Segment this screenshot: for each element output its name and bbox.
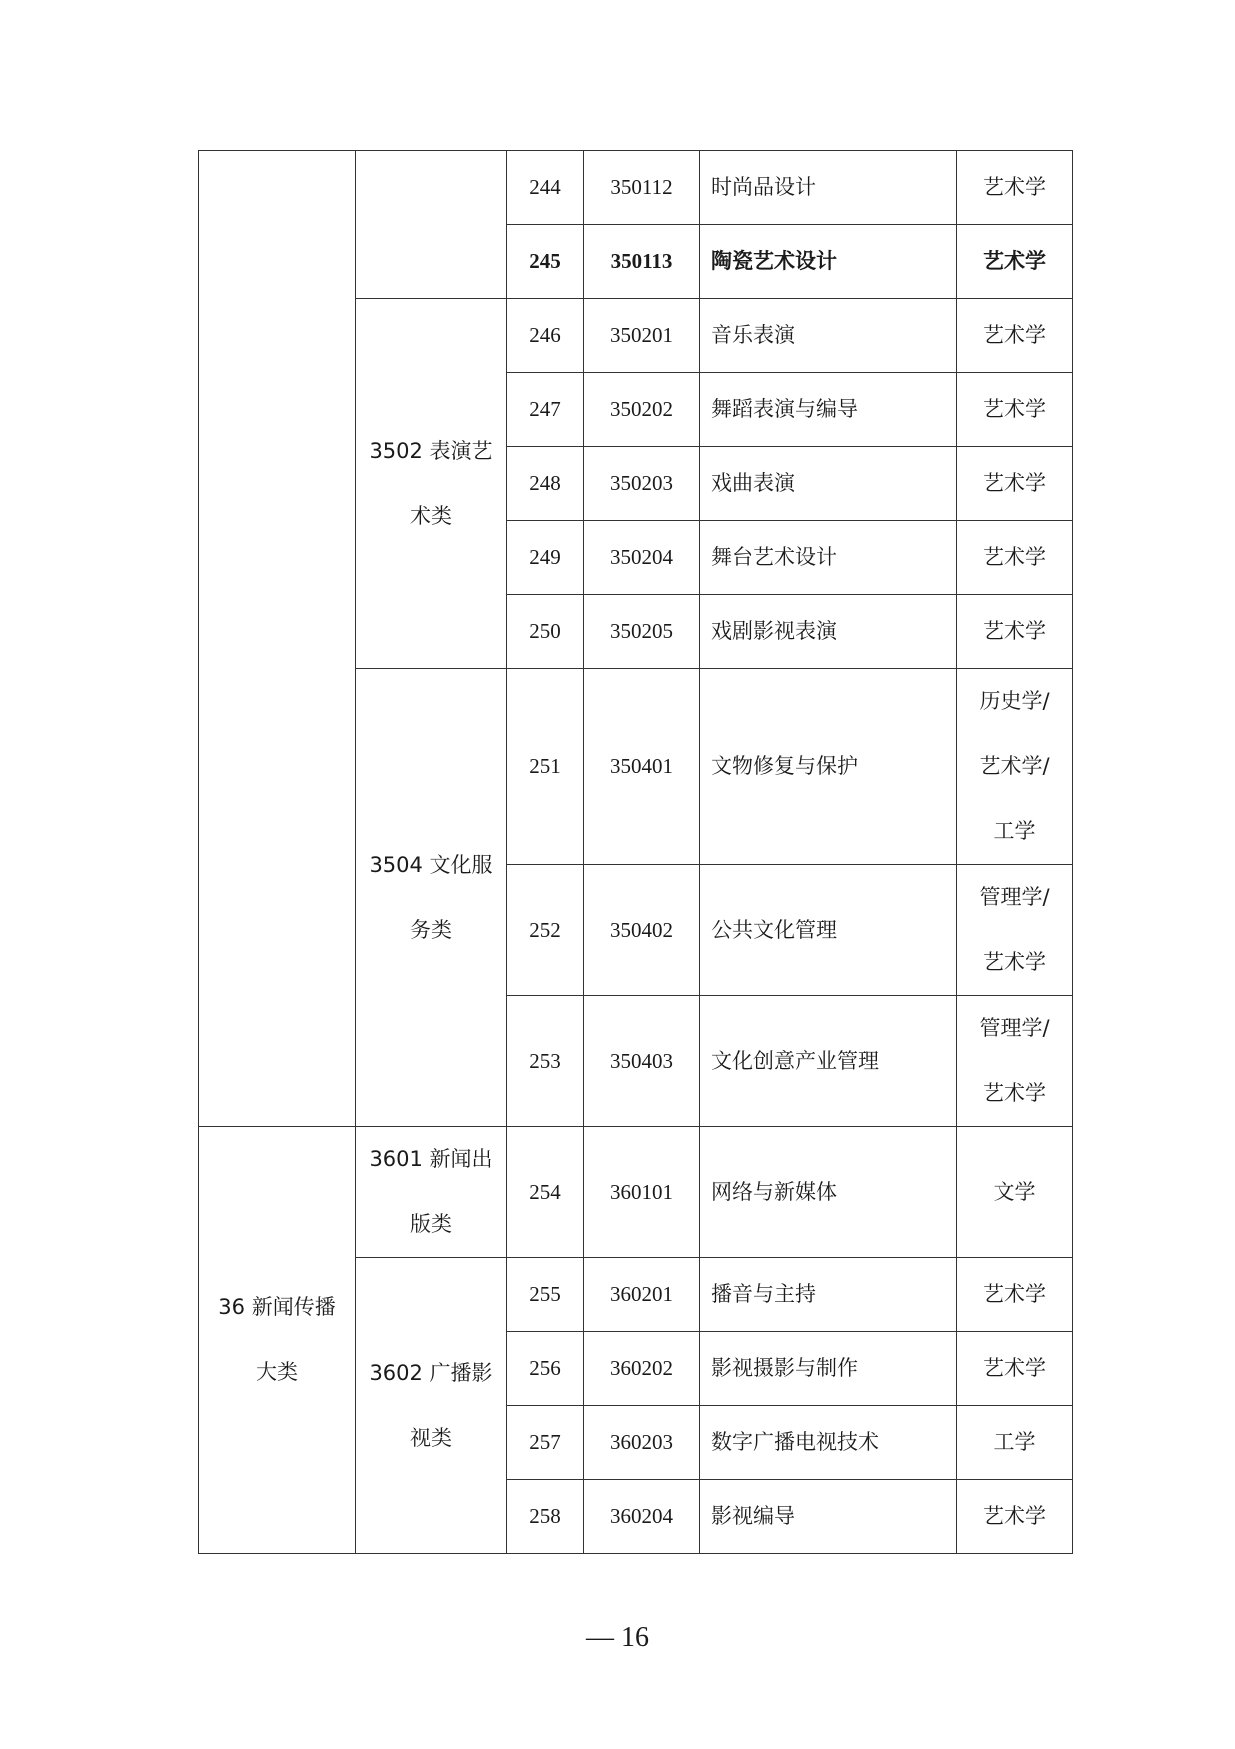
page-number: — 16 bbox=[586, 1622, 649, 1653]
degree-category: 艺术学 bbox=[957, 151, 1073, 225]
major-name: 数字广播电视技术 bbox=[700, 1406, 957, 1480]
row-number: 247 bbox=[507, 373, 584, 447]
major-name: 文物修复与保护 bbox=[700, 669, 957, 865]
degree-line: 历史学/ bbox=[979, 689, 1050, 713]
major-code: 350201 bbox=[584, 299, 700, 373]
major-name: 戏剧影视表演 bbox=[700, 595, 957, 669]
row-number: 252 bbox=[507, 865, 584, 996]
row-number: 244 bbox=[507, 151, 584, 225]
table-row bbox=[199, 151, 1073, 225]
category-line: 3502 表演艺 bbox=[369, 438, 493, 463]
major-name: 网络与新媒体 bbox=[700, 1127, 957, 1258]
category-line: 视类 bbox=[410, 1425, 452, 1450]
major-name: 陶瓷艺术设计 bbox=[700, 225, 957, 299]
table-row bbox=[199, 1127, 1073, 1258]
major-code: 360101 bbox=[584, 1127, 700, 1258]
degree-category: 艺术学 bbox=[957, 1332, 1073, 1406]
degree-category: 艺术学 bbox=[957, 447, 1073, 521]
degree-category bbox=[957, 865, 1073, 996]
major-group-cell-empty bbox=[199, 151, 356, 1127]
row-number: 255 bbox=[507, 1258, 584, 1332]
group-line: 36 新闻传播 bbox=[218, 1295, 336, 1319]
major-code: 360204 bbox=[584, 1480, 700, 1554]
row-number: 256 bbox=[507, 1332, 584, 1406]
degree-category: 艺术学 bbox=[957, 1258, 1073, 1332]
degree-category bbox=[957, 996, 1073, 1127]
major-name: 舞蹈表演与编导 bbox=[700, 373, 957, 447]
major-code: 360203 bbox=[584, 1406, 700, 1480]
major-code: 360201 bbox=[584, 1258, 700, 1332]
degree-category: 艺术学 bbox=[957, 521, 1073, 595]
degree-category bbox=[957, 669, 1073, 865]
major-code: 350402 bbox=[584, 865, 700, 996]
major-name: 舞台艺术设计 bbox=[700, 521, 957, 595]
category-line: 3602 广播影 bbox=[369, 1360, 493, 1385]
major-catalog-table bbox=[198, 150, 1073, 1554]
degree-category: 文学 bbox=[957, 1127, 1073, 1258]
major-group-cell-36 bbox=[199, 1127, 356, 1554]
degree-category: 艺术学 bbox=[957, 595, 1073, 669]
row-number: 248 bbox=[507, 447, 584, 521]
major-code: 350403 bbox=[584, 996, 700, 1127]
degree-line: 艺术学 bbox=[983, 1081, 1046, 1105]
degree-category: 艺术学 bbox=[957, 225, 1073, 299]
major-name: 时尚品设计 bbox=[700, 151, 957, 225]
category-line: 3504 文化服 bbox=[369, 852, 493, 877]
category-cell-3601 bbox=[356, 1127, 507, 1258]
row-number: 253 bbox=[507, 996, 584, 1127]
degree-line: 工学 bbox=[993, 819, 1036, 843]
category-cell-empty bbox=[356, 151, 507, 299]
major-name: 影视编导 bbox=[700, 1480, 957, 1554]
major-code: 350202 bbox=[584, 373, 700, 447]
major-code: 350204 bbox=[584, 521, 700, 595]
category-line: 3601 新闻出 bbox=[369, 1147, 493, 1171]
row-number: 258 bbox=[507, 1480, 584, 1554]
major-code: 350205 bbox=[584, 595, 700, 669]
row-number: 250 bbox=[507, 595, 584, 669]
category-cell-3502 bbox=[356, 299, 507, 669]
category-line: 务类 bbox=[410, 917, 452, 942]
degree-line: 管理学/ bbox=[979, 885, 1050, 909]
major-name: 音乐表演 bbox=[700, 299, 957, 373]
row-number: 249 bbox=[507, 521, 584, 595]
degree-category: 工学 bbox=[957, 1406, 1073, 1480]
major-name: 戏曲表演 bbox=[700, 447, 957, 521]
major-code: 360202 bbox=[584, 1332, 700, 1406]
category-line: 术类 bbox=[410, 503, 452, 528]
degree-category: 艺术学 bbox=[957, 373, 1073, 447]
major-name: 影视摄影与制作 bbox=[700, 1332, 957, 1406]
major-name: 播音与主持 bbox=[700, 1258, 957, 1332]
major-code: 350113 bbox=[584, 225, 700, 299]
major-name: 公共文化管理 bbox=[700, 865, 957, 996]
row-number: 254 bbox=[507, 1127, 584, 1258]
major-code: 350401 bbox=[584, 669, 700, 865]
row-number: 257 bbox=[507, 1406, 584, 1480]
row-number: 245 bbox=[507, 225, 584, 299]
major-name: 文化创意产业管理 bbox=[700, 996, 957, 1127]
group-line: 大类 bbox=[256, 1360, 298, 1384]
degree-category: 艺术学 bbox=[957, 299, 1073, 373]
category-cell-3504 bbox=[356, 669, 507, 1127]
degree-line: 艺术学/ bbox=[979, 754, 1050, 778]
degree-line: 艺术学 bbox=[983, 950, 1046, 974]
major-code: 350112 bbox=[584, 151, 700, 225]
degree-line: 管理学/ bbox=[979, 1016, 1050, 1040]
row-number: 251 bbox=[507, 669, 584, 865]
degree-category: 艺术学 bbox=[957, 1480, 1073, 1554]
row-number: 246 bbox=[507, 299, 584, 373]
major-code: 350203 bbox=[584, 447, 700, 521]
category-line: 版类 bbox=[410, 1212, 452, 1236]
category-cell-3602 bbox=[356, 1258, 507, 1554]
